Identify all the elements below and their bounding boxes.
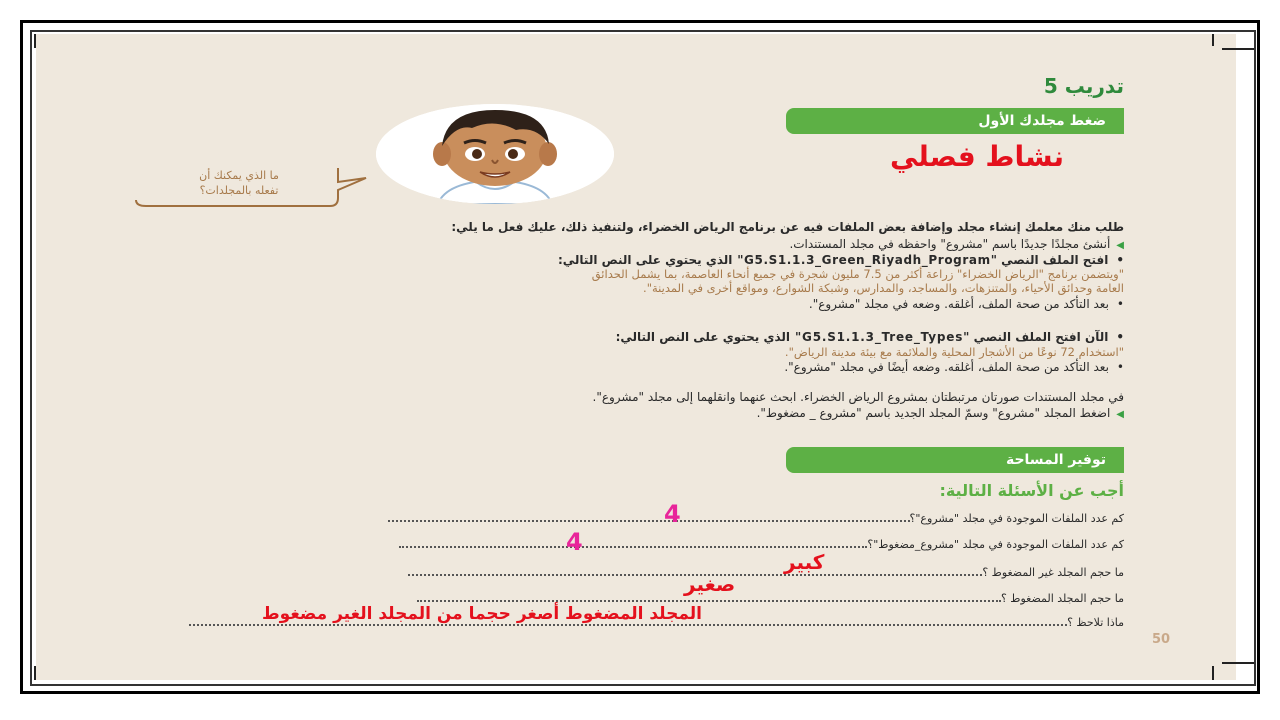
answer-5: المجلد المضغوط أصغر حجما من المجلد الغير مضغوط	[262, 604, 702, 624]
bubble-line-1: ما الذي يمكنك أن	[199, 169, 279, 182]
crop-mark-top-right-h	[1222, 48, 1254, 50]
bullet-icon: •	[1116, 253, 1124, 267]
question-3-text: ما حجم المجلد غير المضغوط ؟	[982, 566, 1124, 579]
step-save2	[784, 360, 1124, 374]
answer-3: كبير	[784, 550, 825, 574]
question-4-text: ما حجم المجلد المضغوط ؟	[1000, 592, 1124, 605]
green-arrow-icon: ◀	[1116, 409, 1124, 420]
step-save1-text: بعد التأكد من صحة الملف، أغلقه. وضعه في مجلد "مشروع".	[808, 297, 1109, 311]
questions-heading: أجب عن الأسئلة التالية:	[939, 481, 1124, 500]
bullet-icon: •	[1116, 330, 1124, 344]
bullet-icon: •	[1116, 297, 1124, 311]
step-compress	[757, 406, 1124, 422]
crop-mark-bottom-left	[34, 666, 36, 680]
intro-text: طلب منك معلمك إنشاء مجلد وإضافة بعض الملفات فيه عن برنامج الرياض الخضراء، ولتنفيذ ذلك، عليك فعل ما يلي:	[451, 220, 1124, 234]
step-save1	[809, 297, 1124, 311]
question-1-text: كم عدد الملفات الموجودة في مجلد "مشروع"؟	[909, 512, 1124, 525]
crop-mark-bottom-right-h	[1222, 662, 1254, 664]
step-save2-text: بعد التأكد من صحة الملف، أغلقه. وضعه أيضًا في مجلد "مشروع".	[784, 360, 1109, 374]
answer-2: 4	[566, 528, 583, 556]
question-3	[408, 566, 1124, 579]
bubble-line-2: تفعله بالمجلدات؟	[199, 184, 279, 197]
page-number: 50	[1152, 632, 1171, 647]
speech-bubble-text	[152, 168, 326, 198]
answer-line-1	[388, 520, 910, 522]
answer-line-5	[189, 624, 1067, 626]
question-5-text: ماذا تلاحظ ؟	[1067, 616, 1124, 629]
question-2	[399, 538, 1124, 551]
answer-1: 4	[664, 500, 681, 528]
bullet-icon: •	[1116, 360, 1124, 374]
exercise-title: تدريب 5	[1043, 74, 1124, 98]
section-pill-compress: ضغط مجلدك الأول	[786, 108, 1124, 134]
quote2: "استخدام 72 نوعًا من الأشجار المحلية والملائمة مع بيئة مدينة الرياض".	[784, 345, 1124, 359]
crop-mark-top-left	[34, 34, 36, 48]
answer-line-2	[399, 546, 867, 548]
step-open-file2	[616, 330, 1124, 344]
step-open-file1	[558, 253, 1124, 267]
step-open-file1-text: افتح الملف النصي "G5.S1.1.3_Green_Riyadh_Program" الذي يحتوي على النص التالي:	[557, 253, 1109, 267]
quote1-line1: "ويتضمن برنامج "الرياض الخضراء" زراعة أكثر من 7.5 مليون شجرة في جميع أنحاء العاصمة، بما يشمل الحدائق	[591, 267, 1124, 281]
answer-4: صغير	[684, 572, 736, 596]
step-compress-text: اضغط المجلد "مشروع" وسمّ المجلد الجديد باسم "مشروع _ مضغوط".	[756, 406, 1111, 420]
student-avatar	[376, 104, 614, 204]
answer-line-4	[417, 600, 1001, 602]
question-1	[388, 512, 1125, 525]
step-open-file2-text: الآن افتح الملف النصي "G5.S1.1.3_Tree_Types" الذي يحتوي على النص التالي:	[615, 330, 1109, 344]
quote1-line2: العامة وحدائق الأحياء، والمتنزهات، والمساجد، والمدارس، وشبكة الشوارع، ومواقع أخرى في المدينة".	[643, 281, 1124, 295]
green-arrow-icon: ◀	[1116, 240, 1124, 251]
crop-mark-bottom-right	[1212, 666, 1214, 680]
step-create-folder	[789, 237, 1124, 253]
question-2-text: كم عدد الملفات الموجودة في مجلد "مشروع_مضغوط"؟	[867, 538, 1124, 551]
step-images: في مجلد المستندات صورتان مرتبطتان بمشروع الرياض الخضراء. ابحث عنهما وانقلهما إلى مجلد "مشروع".	[592, 390, 1124, 404]
step-create-folder-text: أنشئ مجلدًا جديدًا باسم "مشروع" واحفظه في مجلد المستندات.	[789, 237, 1111, 251]
season-title: نشاط فصلي	[889, 140, 1064, 173]
crop-mark-top-right	[1212, 34, 1214, 46]
section-pill-save-space: توفير المساحة	[786, 447, 1124, 473]
